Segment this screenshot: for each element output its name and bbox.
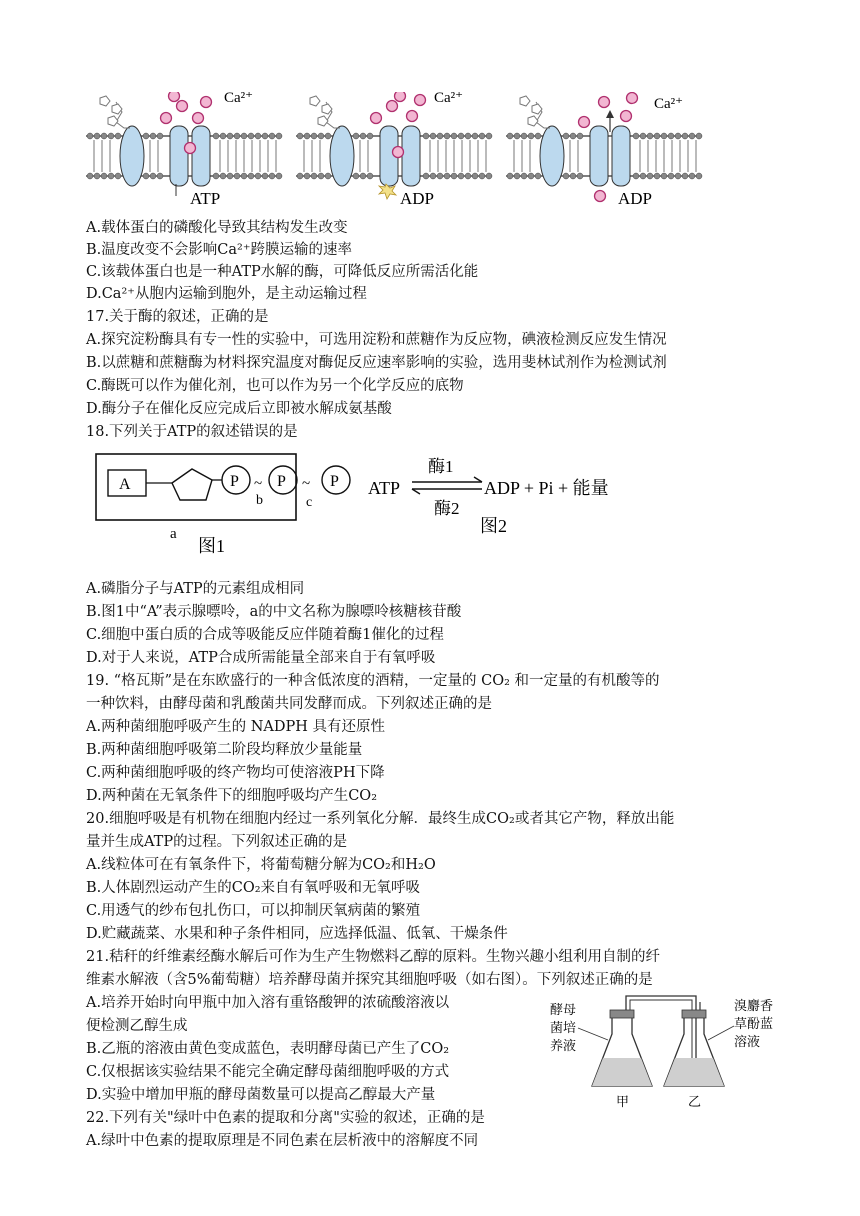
q21-option-b: B.乙瓶的溶液由黄色变成蓝色，表明酵母菌已产生了CO₂	[86, 1041, 450, 1057]
flask2-caption: 乙	[688, 1094, 702, 1109]
molecule-label-3: ADP	[618, 189, 653, 208]
q20-stem-1: 20.细胞呼吸是有机物在细胞内经过一系列氧化分解．最终生成CO₂或者其它产物，释放出能	[86, 811, 675, 827]
fig1-phosphate-1: P	[230, 473, 239, 490]
flask-apparatus-figure	[548, 990, 778, 1110]
membrane-transport-figure	[86, 92, 726, 210]
q16-option-b: B.温度改变不会影响Ca²⁺跨膜运输的速率	[86, 242, 352, 258]
panel-2	[296, 92, 492, 208]
ion-label-2: Ca²⁺	[434, 92, 464, 106]
molecule-label-1: ATP	[190, 189, 221, 208]
q16-option-c: C.该载体蛋白也是一种ATP水解的酶，可降低反应所需活化能	[86, 264, 479, 280]
fig1-phosphate-3: P	[330, 473, 339, 490]
q18-option-a: A.磷脂分子与ATP的元素组成相同	[86, 581, 305, 597]
flask1-label-2: 菌培	[550, 1020, 577, 1035]
q21-option-a-1: A.培养开始时向甲瓶中加入溶有重铬酸钾的浓硫酸溶液以	[86, 995, 450, 1011]
q21-stem-2: 维素水解液（含5%葡萄糖）培养酵母菌并探究其细胞呼吸（如右图）。下列叙述正确的是	[86, 972, 653, 988]
q20-option-b: B.人体剧烈运动产生的CO₂来自有氧呼吸和无氧呼吸	[86, 880, 421, 896]
q18-option-c: C.细胞中蛋白质的合成等吸能反应伴随着酶1催化的过程	[86, 627, 444, 643]
molecule-label-2: ADP	[400, 189, 435, 208]
q19-stem-2: 一种饮料，由酵母菌和乳酸菌共同发酵而成。下列叙述正确的是	[86, 696, 492, 712]
fig2-atp: ATP	[368, 478, 401, 498]
ion-label-3: Ca²⁺	[654, 96, 684, 112]
flask2-label-1: 溴麝香	[734, 998, 774, 1013]
q20-stem-2: 量并生成ATP的过程。下列叙述正确的是	[86, 834, 348, 850]
flask1-label-1: 酵母	[550, 1002, 577, 1017]
q17-option-a: A.探究淀粉酶具有专一性的实验中，可选用淀粉和蔗糖作为反应物，碘液检测反应发生情况	[86, 332, 667, 348]
q17-option-b: B.以蔗糖和蔗糖酶为材料探究温度对酶促反应速率影响的实验，选用斐林试剂作为检测试剂	[86, 355, 667, 371]
fig1-phosphate-2: P	[277, 473, 286, 490]
panel-1	[86, 92, 282, 208]
q17-option-d: D.酶分子在催化反应完成后立即被水解成氨基酸	[86, 401, 392, 417]
fig2-enzyme1: 酶1	[428, 457, 454, 476]
q18-stem: 18.下列关于ATP的叙述错误的是	[86, 424, 298, 440]
q19-option-b: B.两种菌细胞呼吸第二阶段均释放少量能量	[86, 742, 363, 758]
q20-option-a: A.线粒体可在有氧条件下，将葡萄糖分解为CO₂和H₂O	[86, 857, 436, 873]
q22-stem: 22.下列有关"绿叶中色素的提取和分离"实验的叙述，正确的是	[86, 1110, 485, 1126]
q16-option-a: A.载体蛋白的磷酸化导致其结构发生改变	[86, 220, 348, 236]
q18-option-b: B.图1中“A”表示腺嘌呤，a的中文名称为腺嘌呤核糖核苷酸	[86, 604, 462, 620]
fig1-label-a: a	[170, 526, 177, 542]
panel-3	[506, 93, 702, 209]
fig1-adenine-label: A	[119, 476, 131, 493]
fig2-enzyme2: 酶2	[434, 499, 460, 518]
q17-option-c: C.酶既可以作为催化剂，也可以作为另一个化学反应的底物	[86, 378, 464, 394]
fig2-products: ADP + Pi + 能量	[484, 478, 609, 498]
q19-option-d: D.两种菌在无氧条件下的细胞呼吸均产生CO₂	[86, 788, 378, 804]
flask1-caption: 甲	[616, 1094, 630, 1109]
q17-stem: 17.关于酶的叙述，正确的是	[86, 309, 269, 325]
q21-stem-1: 21.秸秆的纤维素经酶水解后可作为生产生物燃料乙醇的原料。生物兴趣小组利用自制的纤	[86, 949, 661, 965]
q18-option-d: D.对于人来说，ATP合成所需能量全部来自于有氧呼吸	[86, 650, 436, 666]
q21-option-c: C.仅根据该实验结果不能完全确定酵母菌细胞呼吸的方式	[86, 1064, 450, 1080]
fig1-tilde-2: ~	[302, 476, 311, 492]
flask1-label-3: 养液	[550, 1038, 577, 1053]
q16-option-d: D.Ca²⁺从胞内运输到胞外，是主动运输过程	[86, 286, 367, 302]
flask2-label-3: 溶液	[734, 1034, 761, 1049]
fig1-tilde-1: ~	[254, 476, 263, 492]
q22-option-a: A.绿叶中色素的提取原理是不同色素在层析液中的溶解度不同	[86, 1133, 479, 1149]
q21-option-a-2: 便检测乙醇生成	[86, 1018, 188, 1034]
flask2-label-2: 草酚蓝	[734, 1016, 774, 1031]
fig1-caption: 图1	[198, 536, 225, 556]
q19-option-a: A.两种菌细胞呼吸产生的 NADPH 具有还原性	[86, 719, 385, 735]
q20-option-c: C.用透气的纱布包扎伤口，可以抑制厌氧病菌的繁殖	[86, 903, 421, 919]
q21-option-d: D.实验中增加甲瓶的酵母菌数量可以提高乙醇最大产量	[86, 1087, 436, 1103]
q19-stem-1: 19. “格瓦斯”是在东欧盛行的一种含低浓度的酒精，一定量的 CO₂ 和一定量的有机酸等的	[86, 673, 660, 689]
ion-label-1: Ca²⁺	[224, 92, 254, 106]
q19-option-c: C.两种菌细胞呼吸的终产物均可使溶液PH下降	[86, 765, 385, 781]
fig1-bond-b: b	[256, 493, 263, 508]
q20-option-d: D.贮藏蔬菜、水果和种子条件相同，应选择低温、低氧、干燥条件	[86, 926, 508, 942]
fig2-caption: 图2	[480, 516, 507, 536]
fig1-bond-c: c	[306, 495, 313, 510]
atp-structure-figure	[90, 448, 650, 560]
